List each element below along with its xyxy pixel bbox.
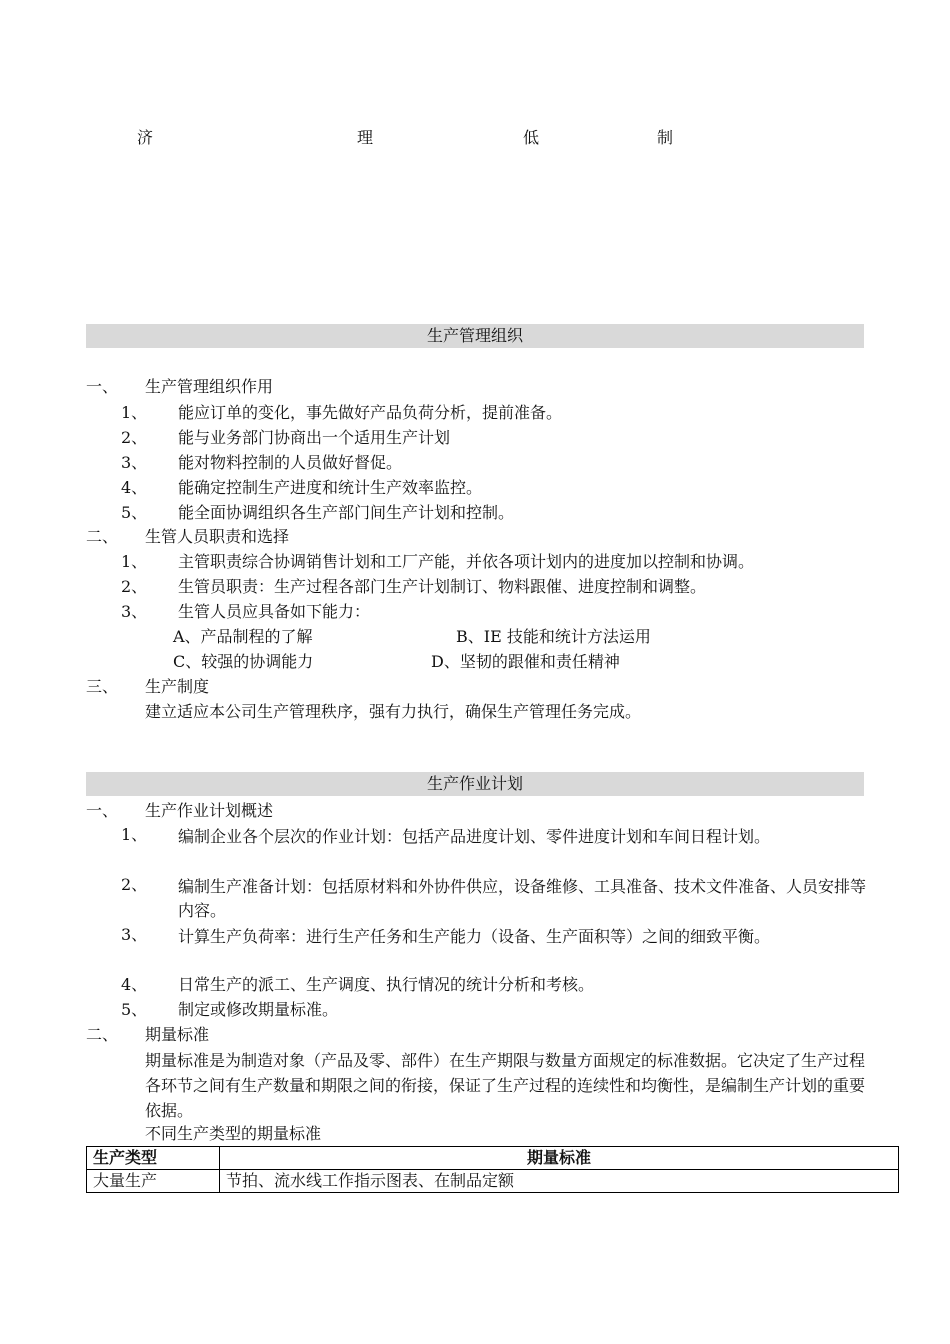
heading-title: 生产作业计划概述	[145, 801, 274, 820]
heading-number: 三、	[86, 677, 119, 696]
period-standard-table	[86, 1146, 899, 1193]
header-char: 制	[657, 128, 674, 147]
item-number: 4、	[121, 478, 148, 497]
heading-title: 生管人员职责和选择	[145, 527, 290, 546]
item-number: 2、	[121, 875, 148, 894]
table-header-row	[87, 1147, 899, 1170]
heading-title: 生产管理组织作用	[145, 377, 274, 396]
column-header: 生产类型	[87, 1147, 220, 1170]
item-text: 主管职责综合协调销售计划和工厂产能，并依各项计划内的进度加以控制和协调。	[178, 552, 755, 571]
heading-title: 期量标准	[145, 1025, 210, 1044]
item-number: 4、	[121, 975, 148, 994]
item-text: 编制生产准备计划：包括原材料和外协件供应，设备维修、工具准备、技术文件准备、人员安排等内容。	[178, 877, 867, 920]
item-number: 1、	[121, 825, 148, 844]
section-banner: 生产作业计划	[86, 772, 864, 796]
heading-number: 二、	[86, 1025, 119, 1044]
paragraph: 期量标准是为制造对象（产品及零、部件）在生产期限与数量方面规定的标准数据。它决定了生产过程各环节之间有生产数量和期限之间的衔接，保证了生产过程的连续性和均衡性，是编制生产计划的重要依据。	[145, 1051, 866, 1120]
header-char: 济	[137, 128, 154, 147]
header-char: 低	[523, 128, 540, 147]
item-text: 能应订单的变化，事先做好产品负荷分析，提前准备。	[178, 403, 563, 422]
item-text: 生管员职责：生产过程各部门生产计划制订、物料跟催、进度控制和调整。	[178, 577, 707, 596]
item-number: 2、	[121, 428, 148, 447]
item-number: 1、	[121, 403, 148, 422]
item-number: 3、	[121, 453, 148, 472]
header-char: 理	[357, 128, 374, 147]
item-number: 3、	[121, 602, 148, 621]
heading-number: 一、	[86, 801, 119, 820]
heading-number: 一、	[86, 377, 119, 396]
ability-item: A、产品制程的了解	[173, 627, 313, 646]
item-text: 编制企业各个层次的作业计划：包括产品进度计划、零件进度计划和车间日程计划。	[178, 827, 771, 846]
item-text: 能对物料控制的人员做好督促。	[178, 453, 403, 472]
item-text: 生管人员应具备如下能力：	[178, 602, 371, 621]
ability-item: D、坚韧的跟催和责任精神	[431, 652, 620, 671]
heading-number: 二、	[86, 527, 119, 546]
item-text: 能与业务部门协商出一个适用生产计划	[178, 428, 451, 447]
item-text: 计算生产负荷率：进行生产任务和生产能力（设备、生产面积等）之间的细致平衡。	[178, 927, 771, 946]
item-number: 5、	[121, 503, 148, 522]
item-text: 能确定控制生产进度和统计生产效率监控。	[178, 478, 483, 497]
ability-item: C、较强的协调能力	[173, 652, 314, 671]
ability-item: B、IE 技能和统计方法运用	[456, 627, 651, 646]
table-caption: 不同生产类型的期量标准	[145, 1124, 322, 1143]
heading-title: 生产制度	[145, 677, 210, 696]
table-row	[87, 1170, 899, 1193]
paragraph: 建立适应本公司生产管理秩序，强有力执行，确保生产管理任务完成。	[145, 702, 642, 721]
table-cell: 大量生产	[87, 1170, 220, 1193]
section-banner: 生产管理组织	[86, 324, 864, 348]
item-number: 5、	[121, 1000, 148, 1019]
item-number: 1、	[121, 552, 148, 571]
column-header: 期量标准	[220, 1147, 899, 1170]
item-number: 2、	[121, 577, 148, 596]
item-text: 日常生产的派工、生产调度、执行情况的统计分析和考核。	[178, 975, 595, 994]
item-number: 3、	[121, 925, 148, 944]
item-text: 能全面协调组织各生产部门间生产计划和控制。	[178, 503, 515, 522]
table-cell: 节拍、流水线工作指示图表、在制品定额	[220, 1170, 899, 1193]
item-text: 制定或修改期量标准。	[178, 1000, 339, 1019]
